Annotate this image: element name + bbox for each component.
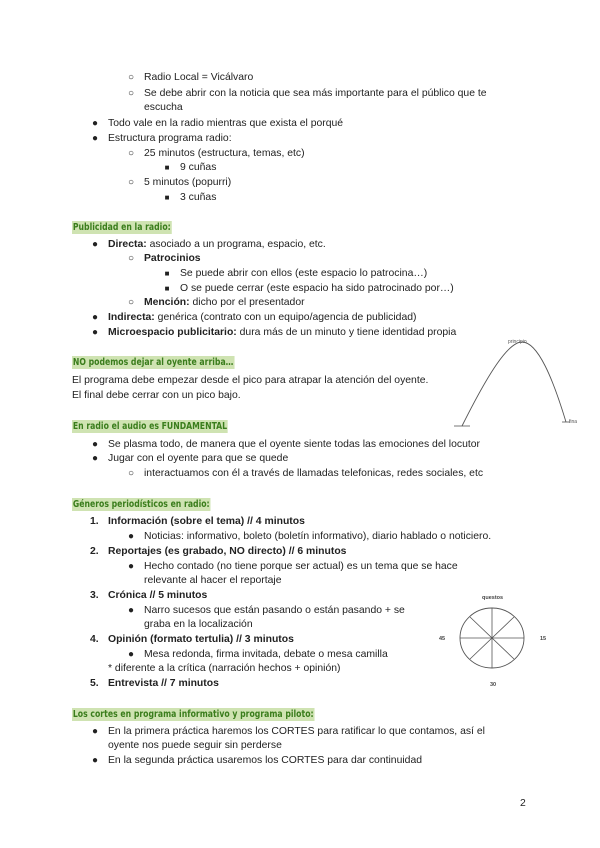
peak-curve-sketch bbox=[448, 334, 588, 430]
audio-item-2: Jugar con el oyente para que se quede bbox=[108, 453, 289, 464]
number-2: 2. bbox=[90, 546, 99, 557]
indirecta: Indirecta: genérica (contrato con un equipo/agencia de publicidad) bbox=[108, 312, 417, 323]
bullet-dot: ● bbox=[127, 605, 135, 616]
patrocinio-2: O se puede cerrar (este espacio ha sido patrocinado por…) bbox=[180, 283, 454, 294]
bullet-circle: ○ bbox=[127, 148, 135, 159]
number-3: 3. bbox=[90, 590, 99, 601]
audio-item-2-sub: interactuamos con él a través de llamadas telefonicas, redes sociales, etc bbox=[144, 468, 484, 479]
noticia-line-2: escucha bbox=[144, 102, 183, 113]
genero-2-sub-1: Hecho contado (no tiene porque ser actual) es un tema que se hace bbox=[144, 561, 458, 572]
bullet-square: ■ bbox=[164, 284, 170, 293]
radio-local: Radio Local = Vicálvaro bbox=[144, 72, 254, 83]
bullet-circle: ○ bbox=[127, 177, 135, 188]
bullet-circle: ○ bbox=[127, 297, 135, 308]
cunas3: 3 cuñas bbox=[180, 192, 217, 203]
bullet-dot: ● bbox=[91, 312, 99, 323]
genero-4: Opinión (formato tertulia) // 3 minutos bbox=[108, 634, 294, 645]
genero-3-sub-1: Narro sucesos que están pasando o están pasando + se bbox=[144, 605, 405, 616]
cortes-item-2: En la segunda práctica usaremos los CORTES para dar continuidad bbox=[108, 755, 423, 766]
genero-4-sub: Mesa redonda, firma invitada, debate o mesa camilla bbox=[144, 649, 388, 660]
clock-label-top: questos bbox=[482, 595, 504, 601]
page-number: 2 bbox=[520, 798, 526, 809]
clock-wheel-sketch bbox=[434, 590, 550, 690]
number-1: 1. bbox=[90, 516, 99, 527]
genero-3-sub-2: graba en la localización bbox=[144, 619, 253, 630]
mencion: Mención: dicho por el presentador bbox=[144, 297, 305, 308]
todo-vale: Todo vale en la radio mientras que exista el porqué bbox=[108, 118, 344, 129]
oyente-line-1: El programa debe empezar desde el pico para atrapar la atención del oyente. bbox=[72, 375, 429, 386]
clock-label-bottom: 30 bbox=[490, 682, 497, 688]
microespacio: Microespacio publicitario: dura más de un minuto y tiene identidad propia bbox=[108, 327, 457, 338]
audio-item-1: Se plasma todo, de manera que el oyente siente todas las emociones del locutor bbox=[108, 439, 480, 450]
heading-publicidad: Publicidad en la radio: bbox=[72, 222, 171, 233]
min25: 25 minutos (estructura, temas, etc) bbox=[144, 148, 305, 159]
patrocinio-1: Se puede abrir con ellos (este espacio lo patrocina…) bbox=[180, 268, 428, 279]
bullet-square: ■ bbox=[164, 269, 170, 278]
cunas9: 9 cuñas bbox=[180, 162, 217, 173]
bullet-square: ■ bbox=[164, 193, 170, 202]
bullet-dot: ● bbox=[91, 133, 99, 144]
bullet-dot: ● bbox=[91, 118, 99, 129]
genero-4-note: * diferente a la crítica (narración hechos + opinión) bbox=[108, 663, 341, 674]
bullet-dot: ● bbox=[91, 453, 99, 464]
genero-1: Información (sobre el tema) // 4 minutos bbox=[108, 516, 305, 527]
heading-cortes: Los cortes en programa informativo y programa piloto: bbox=[72, 709, 314, 720]
clock-label-right: 15 bbox=[540, 636, 547, 642]
peak-label: principio bbox=[508, 339, 527, 345]
heading-generos: Géneros periodísticos en radio: bbox=[72, 499, 210, 510]
peak-curve bbox=[462, 342, 566, 426]
bullet-dot: ● bbox=[91, 327, 99, 338]
bullet-dot: ● bbox=[127, 649, 135, 660]
bullet-circle: ○ bbox=[127, 88, 135, 99]
number-5: 5. bbox=[90, 678, 99, 689]
clock-label-left: 45 bbox=[439, 636, 446, 642]
end-label: fina bbox=[569, 419, 578, 425]
bullet-circle: ○ bbox=[127, 72, 135, 83]
bullet-dot: ● bbox=[91, 439, 99, 450]
genero-3: Crónica // 5 minutos bbox=[108, 590, 208, 601]
oyente-line-2: El final debe cerrar con un pico bajo. bbox=[72, 390, 241, 401]
min5: 5 minutos (popurri) bbox=[144, 177, 232, 188]
bullet-dot: ● bbox=[91, 726, 99, 737]
cortes-item-1b: oyente nos puede seguir sin perderse bbox=[108, 740, 282, 751]
heading-oyente: NO podemos dejar al oyente arriba… bbox=[72, 357, 234, 368]
genero-2: Reportajes (es grabado, NO directo) // 6 minutos bbox=[108, 546, 347, 557]
number-4: 4. bbox=[90, 634, 99, 645]
bullet-circle: ○ bbox=[127, 253, 135, 264]
noticia-line-1: Se debe abrir con la noticia que sea más importante para el público que te bbox=[144, 88, 487, 99]
bullet-square: ■ bbox=[164, 163, 170, 172]
heading-audio: En radio el audio es FUNDAMENTAL bbox=[72, 421, 228, 432]
directa: Directa: asociado a un programa, espacio, etc. bbox=[108, 239, 326, 250]
genero-1-sub: Noticias: informativo, boleto (boletín informativo), diario hablado o noticiero. bbox=[144, 531, 492, 542]
genero-5: Entrevista // 7 minutos bbox=[108, 678, 219, 689]
bullet-dot: ● bbox=[91, 239, 99, 250]
genero-2-sub-2: relevante al hacer el reportaje bbox=[144, 575, 282, 586]
bullet-dot: ● bbox=[127, 561, 135, 572]
bullet-dot: ● bbox=[127, 531, 135, 542]
bullet-dot: ● bbox=[91, 755, 99, 766]
cortes-item-1a: En la primera práctica haremos los CORTES para ratificar lo que contamos, así el bbox=[108, 726, 485, 737]
estructura: Estructura programa radio: bbox=[108, 133, 232, 144]
patrocinios: Patrocinios bbox=[144, 253, 201, 264]
bullet-circle: ○ bbox=[127, 468, 135, 479]
